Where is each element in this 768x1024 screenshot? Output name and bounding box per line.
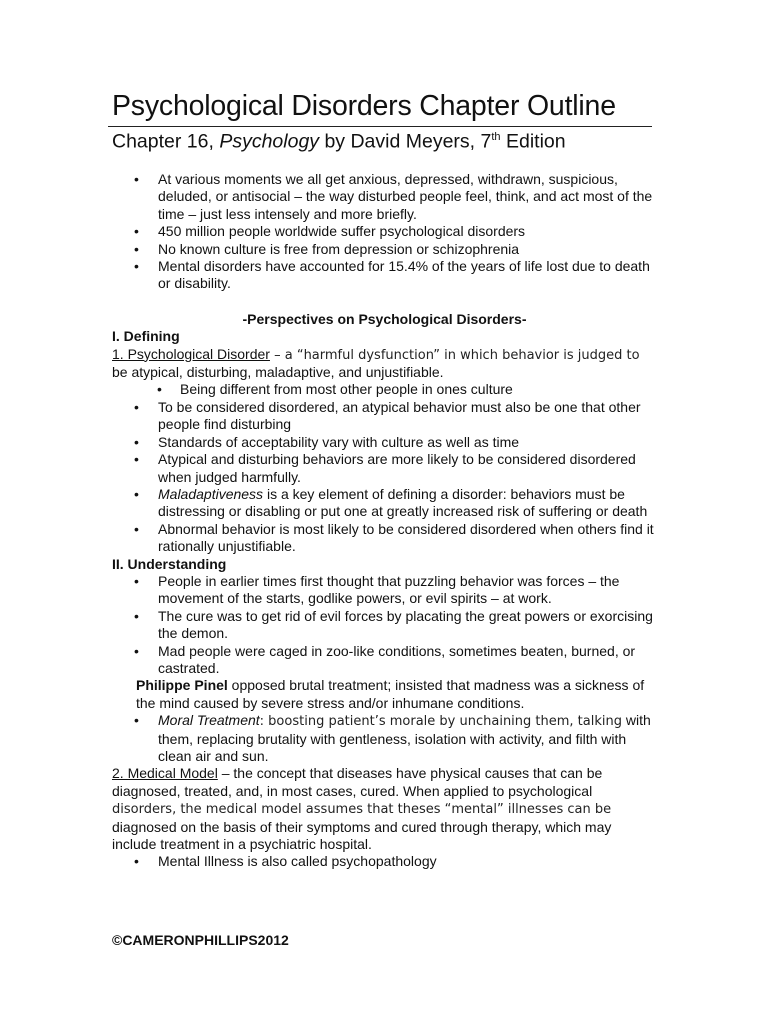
list-item [112, 486, 657, 521]
definition-text: – a “harmful dysfunction” in which behavior is judged to [269, 347, 640, 363]
moral-treatment-text: : boosting patient’s morale by unchaining them, talking [259, 714, 622, 730]
list-item [112, 712, 657, 765]
list-item: • No known culture is free from depression or schizophrenia [112, 241, 657, 258]
medical-model-paragraph [112, 765, 657, 853]
subtitle-edition: Edition [500, 130, 566, 153]
list-item: • Abnormal behavior is most likely to be considered disordered when others find it rationally unjustifiable. [112, 521, 657, 556]
copyright-footer: ©CAMERONPHILLIPS2012 [112, 932, 289, 948]
list-item: • Standards of acceptability vary with culture as well as time [112, 434, 657, 451]
moral-treatment-list [112, 712, 657, 765]
list-item: • Mad people were caged in zoo-like conditions, sometimes beaten, burned, or castrated. [112, 643, 657, 678]
subtitle-book: Psychology [219, 130, 320, 153]
list-item: • At various moments we all get anxious, depressed, withdrawn, suspicious, deluded, or antisocial – the way disturbed people feel, think, and act most of the time – just less intensely and more briefly. [112, 171, 657, 223]
understanding-heading: II. Understanding [112, 555, 227, 572]
medical-model-list [112, 853, 657, 870]
medical-model-text: – the concept that diseases have physical causes that can be diagnosed, treated, and, in most cases, cured. When applied to psychological [112, 765, 603, 799]
page-title: Psychological Disorders Chapter Outline [112, 90, 616, 122]
list-item: • To be considered disordered, an atypical behavior must also be one that other people find disturbing [112, 399, 657, 434]
defining-sub-list [112, 381, 657, 398]
moral-treatment-term: Moral Treatment [158, 712, 260, 729]
maladaptiveness-term: Maladaptiveness [158, 485, 264, 502]
list-item: • 450 million people worldwide suffer psychological disorders [112, 223, 657, 240]
list-item: • Mental disorders have accounted for 15.4% of the years of life lost due to death or disability. [112, 258, 657, 293]
intro-list [112, 171, 657, 293]
list-item: • Atypical and disturbing behaviors are more likely to be considered disordered when judged harmfully. [112, 451, 657, 486]
moral-treatment-text-cont: with them, replacing brutality with gentleness, isolation with activity, and filth with clean air and sun. [158, 712, 651, 764]
pinel-name: Philippe Pinel [136, 677, 228, 694]
defining-list [112, 399, 657, 556]
page-subtitle [112, 124, 566, 155]
list-item: • People in earlier times first thought that puzzling behavior was forces – the movement of the starts, godlike powers, or evil spirits – at work. [112, 573, 657, 608]
psychological-disorder-term: 1. Psychological Disorder [112, 345, 270, 362]
pinel-text: opposed brutal treatment; insisted that madness was a sickness of the mind caused by severe stress and/or inhumane conditions. [136, 677, 645, 711]
psychological-disorder-definition [112, 346, 657, 382]
outline-body [112, 171, 657, 871]
definition-text-cont: be atypical, disturbing, maladaptive, and unjustifiable. [112, 364, 444, 381]
list-item: • The cure was to get rid of evil forces by placating the great powers or exorcising the demon. [112, 608, 657, 643]
subtitle-author: by David Meyers, 7 [319, 130, 492, 153]
pinel-paragraph [112, 677, 657, 712]
medical-model-text-end: diagnosed on the basis of their symptoms and cured through therapy, which may include treatment in a psychiatric hospital. [112, 818, 612, 853]
subtitle-chapter: Chapter 16, [112, 130, 220, 153]
defining-heading: I. Defining [112, 328, 180, 345]
maladaptiveness-text: is a key element of defining a disorder: behaviors must be distressing or disabling or put one at greatly increased risk of suffering or death [158, 485, 648, 520]
list-item: • Mental Illness is also called psychopathology [112, 853, 657, 870]
subtitle-superscript: th [491, 131, 501, 143]
understanding-list [112, 573, 657, 677]
medical-model-term: 2. Medical Model [112, 765, 218, 782]
list-item: • Being different from most other people in ones culture [112, 381, 657, 398]
medical-model-text-alt: disorders, the medical model assumes that theses “mental” illnesses can be [112, 802, 612, 818]
section-heading: -Perspectives on Psychological Disorders- [242, 310, 527, 327]
